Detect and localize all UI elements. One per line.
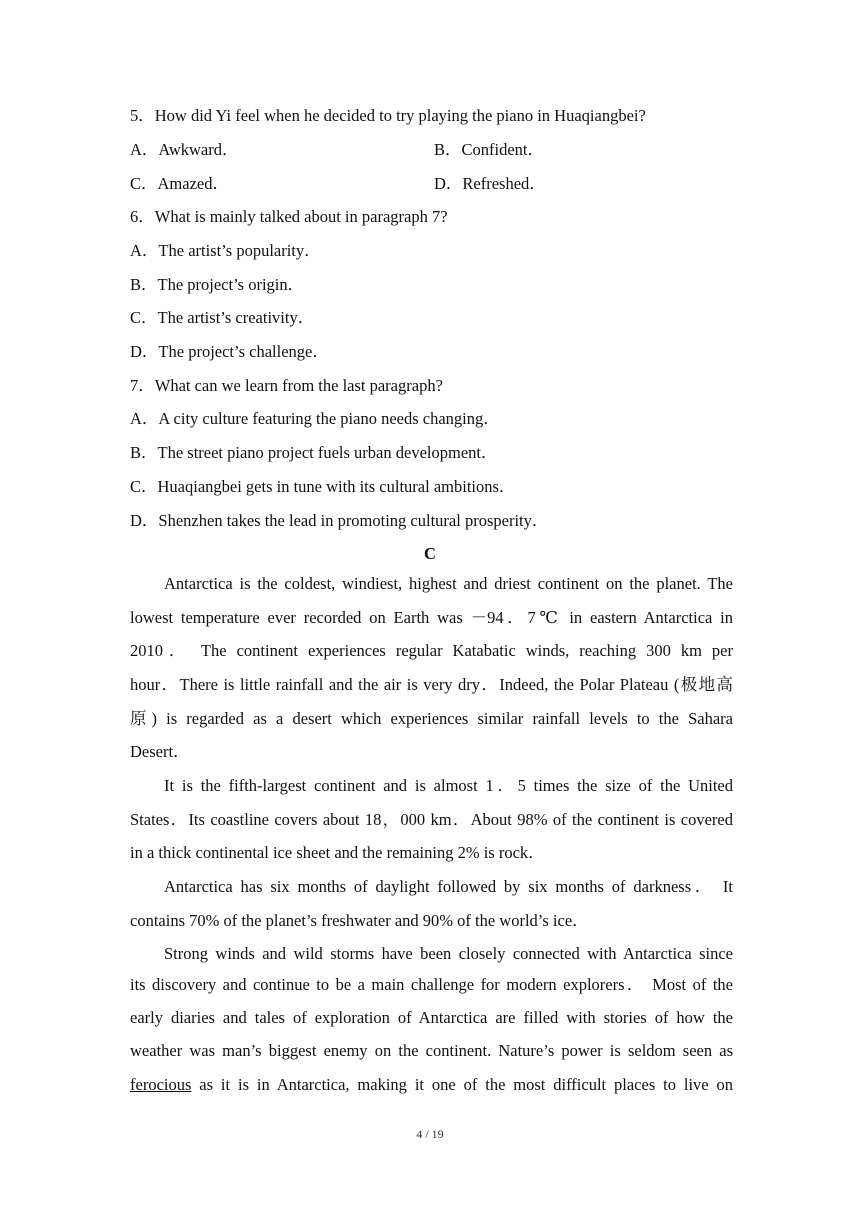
paragraph-line: contains 70% of the planet’s freshwater and 90% of the world’s ice．	[130, 911, 589, 930]
question-5-option-a: A．Awkward．	[130, 140, 239, 159]
question-6-option-c: C．The artist’s creativity．	[130, 308, 315, 327]
question-7-stem: 7．What can we learn from the last paragraph?	[130, 376, 443, 395]
question-7-option-a: A．A city culture featuring the piano needs changing．	[130, 409, 500, 428]
underlined-word: ferocious	[130, 1075, 192, 1094]
paragraph-line: Antarctica has six months of daylight followed by six months of darkness． It	[164, 877, 733, 896]
paragraph-line: Strong winds and wild storms have been closely connected with Antarctica since	[164, 944, 733, 963]
section-title: C	[424, 544, 436, 563]
question-6-option-b: B．The project’s origin．	[130, 275, 305, 294]
paragraph-line-rest: as it is in Antarctica, making it one of the most difficult places to live on	[191, 1075, 733, 1094]
paragraph-line: States．Its coastline covers about 18，000 km．About 98% of the continent is covered	[130, 810, 733, 829]
paragraph-line: 2010． The continent experiences regular Katabatic winds, reaching 300 km per	[130, 641, 733, 660]
question-5-option-d: D．Refreshed．	[434, 174, 546, 193]
question-5-option-c: C．Amazed．	[130, 174, 229, 193]
paragraph-line: in a thick continental ice sheet and the remaining 2% is rock．	[130, 843, 545, 862]
paragraph-line: early diaries and tales of exploration of Antarctica are filled with stories of how the	[130, 1008, 733, 1027]
question-7-option-b: B．The street piano project fuels urban development．	[130, 443, 498, 462]
paragraph-line: 原) is regarded as a desert which experiences similar rainfall levels to the Sahara	[130, 709, 733, 728]
paragraph-line	[130, 1074, 733, 1096]
question-5-option-b: B．Confident．	[434, 140, 544, 159]
page-number: 4 / 19	[416, 1127, 444, 1141]
paragraph-line: its discovery and continue to be a main challenge for modern explorers． Most of the	[130, 975, 733, 994]
paragraph-line: hour．There is little rainfall and the air is very dry．Indeed, the Polar Plateau (极地高	[130, 675, 733, 694]
paragraph-line: Desert．	[130, 742, 190, 761]
paragraph-line: It is the fifth-largest continent and is almost 1．5 times the size of the United	[164, 776, 733, 795]
question-7-option-d: D．Shenzhen takes the lead in promoting cultural prosperity．	[130, 511, 549, 530]
paragraph-line: lowest temperature ever recorded on Earth was －94．7℃ in eastern Antarctica in	[130, 608, 733, 627]
question-5-stem: 5．How did Yi feel when he decided to try playing the piano in Huaqiangbei?	[130, 106, 646, 125]
question-6-option-d: D．The project’s challenge．	[130, 342, 329, 361]
question-6-stem: 6．What is mainly talked about in paragraph 7?	[130, 207, 448, 226]
question-7-option-c: C．Huaqiangbei gets in tune with its cultural ambitions．	[130, 477, 516, 496]
paragraph-line: Antarctica is the coldest, windiest, highest and driest continent on the planet. The	[164, 574, 733, 593]
paragraph-line: weather was man’s biggest enemy on the continent. Nature’s power is seldom seen as	[130, 1041, 733, 1060]
question-6-option-a: A．The artist’s popularity．	[130, 241, 321, 260]
